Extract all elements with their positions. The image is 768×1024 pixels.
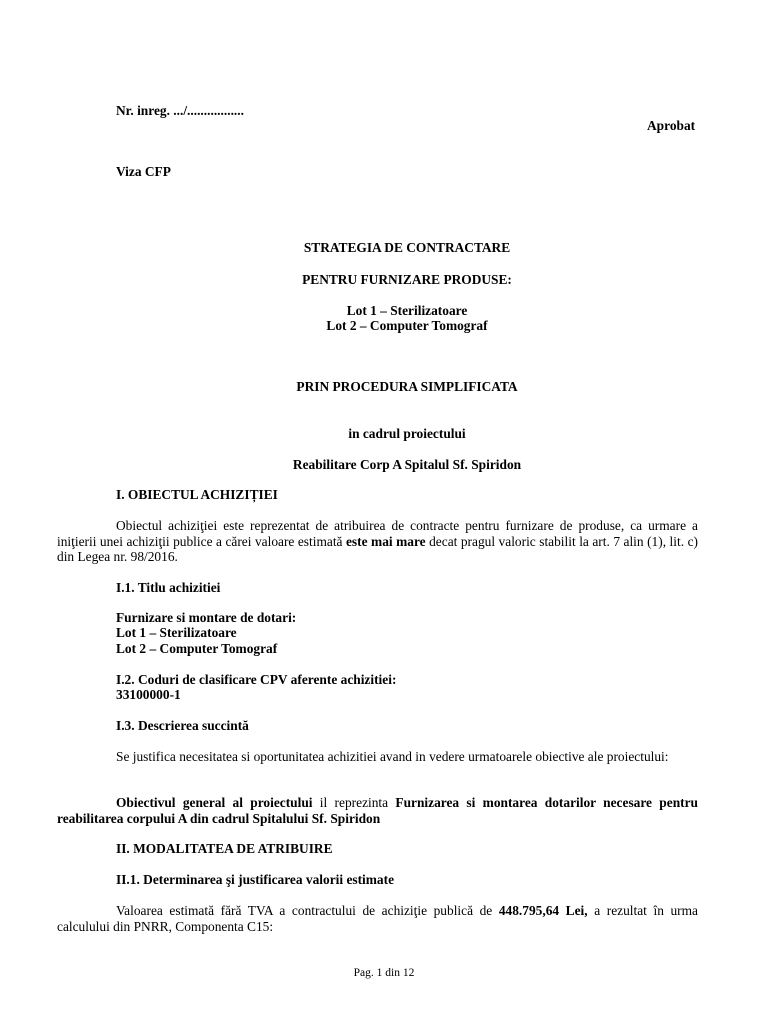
section-1-heading: I. OBIECTUL ACHIZIȚIEI bbox=[116, 487, 278, 502]
section-2-heading: II. MODALITATEA DE ATRIBUIRE bbox=[116, 841, 333, 856]
subsection-1-3-heading: I.3. Descrierea succintă bbox=[116, 718, 249, 733]
title-lot-2: Lot 2 – Computer Tomograf bbox=[326, 318, 488, 333]
project-context: in cadrul proiectului bbox=[348, 426, 466, 441]
cpv-code: 33100000-1 bbox=[116, 687, 181, 702]
acquisition-lot-2: Lot 2 – Computer Tomograf bbox=[116, 641, 278, 656]
document-subtitle: PENTRU FURNIZARE PRODUSE: bbox=[302, 272, 512, 287]
section-1-text-bold: este mai mare bbox=[345, 533, 426, 549]
project-name: Reabilitare Corp A Spitalul Sf. Spiridon bbox=[292, 457, 522, 472]
document-title: STRATEGIA DE CONTRACTARE bbox=[303, 240, 511, 255]
acquisition-title: Furnizare si montare de dotari: bbox=[116, 610, 297, 625]
estimated-value-amount: 448.795,64 Lei, bbox=[498, 903, 588, 918]
objective-label: Obiectivul general al proiectului bbox=[116, 795, 313, 810]
cfp-visa: Viza CFP bbox=[116, 164, 171, 179]
page-number: Pag. 1 din 12 bbox=[353, 967, 415, 979]
subsection-1-2-heading: I.2. Coduri de clasificare CPV aferente achizitiei: bbox=[116, 672, 397, 687]
title-lot-1: Lot 1 – Sterilizatoare bbox=[346, 303, 468, 318]
justification-paragraph bbox=[57, 749, 698, 765]
estimated-value-text-start: Valoarea estimată fără TVA a contractului de achiziţie publică de bbox=[116, 903, 499, 918]
estimated-value-text-end: a rezultat în urma calculului din PNRR, Componenta C15: bbox=[57, 903, 698, 934]
subsection-1-1-heading: I.1. Titlu achizitiei bbox=[116, 580, 221, 595]
approved-label: Aprobat bbox=[647, 118, 696, 133]
objective-paragraph bbox=[57, 795, 698, 826]
section-1-paragraph bbox=[57, 518, 698, 565]
objective-connector: il reprezinta bbox=[312, 795, 396, 810]
section-1-text-start: Obiectul achiziţiei este reprezentat de atribuirea de contracte pentru furnizare de produse, ca urmare a iniţierii unei achiziţii publice a cărei valoare estimată bbox=[57, 518, 698, 549]
justification-text: Se justifica necesitatea si oportunitatea achizitiei avand in vedere urmatoarele obiective ale proiectului: bbox=[116, 749, 669, 764]
procedure-type: PRIN PROCEDURA SIMPLIFICATA bbox=[296, 379, 518, 394]
registration-number: Nr. inreg. .../................. bbox=[116, 103, 244, 118]
section-1-text-end: decat pragul valoric stabilit la art. 7 alin (1), lit. c) din Legea nr. 98/2016. bbox=[57, 533, 698, 565]
subsection-2-1-heading: II.1. Determinarea şi justificarea valorii estimate bbox=[116, 872, 395, 887]
estimated-value-paragraph bbox=[57, 903, 698, 934]
acquisition-lot-1: Lot 1 – Sterilizatoare bbox=[116, 625, 237, 640]
objective-description: Furnizarea si montarea dotarilor necesare pentru reabilitarea corpului A din cadrul Spitalului Sf. Spiridon bbox=[57, 795, 698, 826]
